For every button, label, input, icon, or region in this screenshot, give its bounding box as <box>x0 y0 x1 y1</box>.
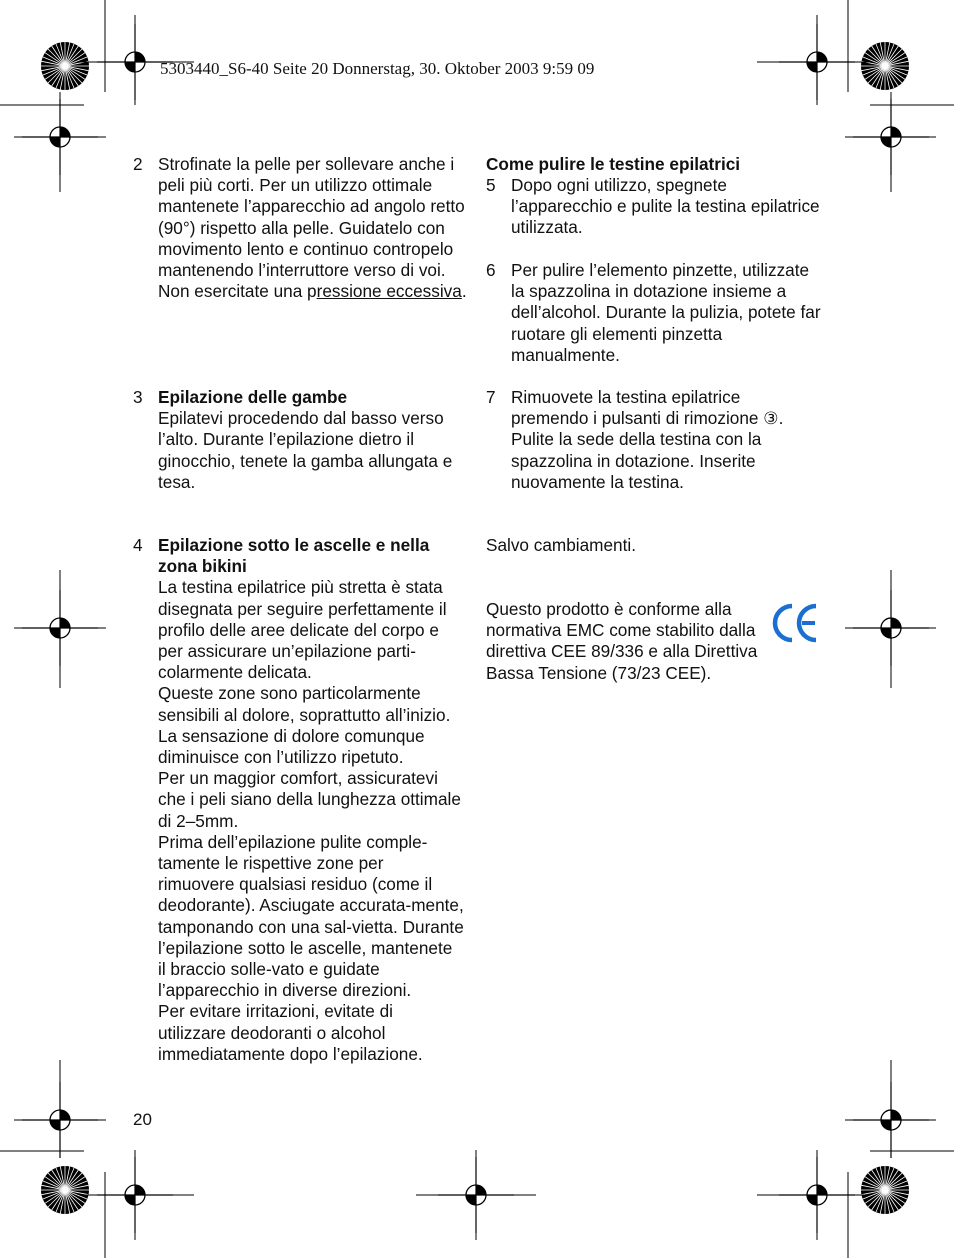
conformity-statement: Questo prodotto è conforme alla normativa EMC come stabilito dalla direttiva CEE 89/336 e alla Direttiva Bassa Tensione (73/23 CEE). <box>486 599 758 683</box>
page-number: 20 <box>133 1110 152 1129</box>
section-title: Come pulire le testine epilatrici <box>486 154 741 174</box>
step-number: 6 <box>486 260 496 280</box>
warning-end: . <box>461 281 467 302</box>
step-text: Rimuovete la testina epilatrice premendo i pulsanti di rimozione ③. Pulite la sede della testina con la spazzolina in dotazione. Inserite nuovamente la testina. <box>511 387 784 492</box>
step-text: Dopo ogni utilizzo, spegnete l’apparecchio e pulite la testina epilatrice utilizzata. <box>511 175 820 238</box>
step-text: Strofinate la pelle per sollevare anche i peli più corti. Per un utilizzo ottimale mantenete l’apparecchio ad angolo retto (90°) rispetto alla pelle. Guidatelo con movimento lento e continuo contropelo mantenendo l’interruttore verso di voi. <box>158 154 465 281</box>
step-title: Epilazione sotto le ascelle e nella zona bikini <box>158 535 430 577</box>
step-number: 3 <box>133 387 143 407</box>
step-paragraph: Per un maggior comfort, assicuratevi che i peli siano della lunghezza ottimale di 2–5mm. <box>158 768 461 831</box>
step-number: 5 <box>486 175 496 195</box>
step-text: Per pulire l’elemento pinzette, utilizzate la spazzolina in dotazione insieme a dell’alcohol. Durante la pulizia, potete far ruotare gli elementi pinzetta manualmente. <box>511 260 821 365</box>
step-number: 7 <box>486 387 496 407</box>
step-paragraph: La testina epilatrice più stretta è stata disegnata per seguire perfettamente il profilo delle aree delicate del corpo e per assicurare un’epilazione parti-colarmente delicata. <box>158 577 447 683</box>
warning-underlined: ressione eccessiva <box>316 281 462 302</box>
step-title: Epilazione delle gambe <box>158 387 348 407</box>
step-number: 4 <box>133 535 143 555</box>
ce-mark-icon <box>771 602 819 644</box>
step-text: Epilatevi procedendo dal basso verso l’alto. Durante l’epilazione dietro il ginocchio, tenete la gamba allungata e tesa. <box>158 408 453 492</box>
changes-note: Salvo cambiamenti. <box>486 535 636 555</box>
step-paragraph: Per evitare irritazioni, evitate di utilizzare deodoranti o alcohol immediatamente dopo l’epilazione. <box>158 1001 423 1064</box>
print-slug: 5303440_S6-40 Seite 20 Donnerstag, 30. Oktober 2003 9:59 09 <box>160 59 595 78</box>
step-number: 2 <box>133 154 143 174</box>
step-paragraph: Prima dell’epilazione pulite comple-tamente le rispettive zone per rimuovere qualsiasi residuo (come il deodorante). Asciugate accurata-mente, tamponando con una sal-vietta. Durante l’epilazione sotto le ascelle, mantenete il braccio solle-vato e guidate l’apparecchio in diverse direzioni. <box>158 831 464 1001</box>
warning-text: Non esercitate una p <box>158 281 317 302</box>
step-paragraph: Queste zone sono particolarmente sensibili al dolore, soprattutto all’inizio. La sensazione di dolore comunque diminuisce con l’utilizzo ripetuto. <box>158 683 451 768</box>
step-warning <box>158 281 468 302</box>
